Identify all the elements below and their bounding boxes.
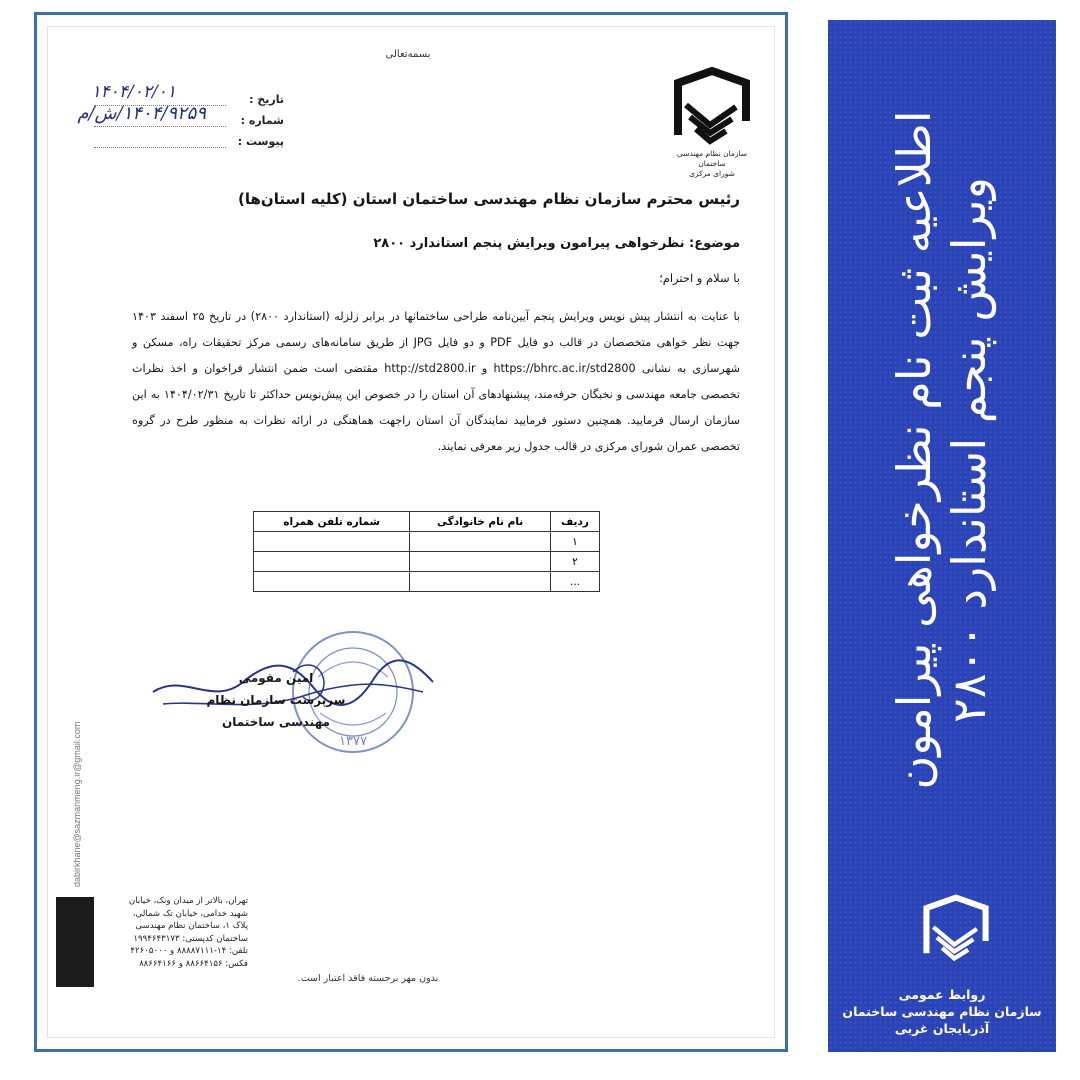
table-cell [410, 572, 551, 592]
org-logo [666, 65, 758, 179]
subject-line: موضوع: نظرخواهی پیرامون ویرایش پنجم استاندارد ۲۸۰۰ [373, 236, 740, 251]
caption-line: سازمان نظام مهندسی ساختمان [842, 1004, 1042, 1019]
table-cell [254, 532, 410, 552]
letter-meta-fields [77, 82, 284, 148]
body-text-part: و [481, 362, 488, 375]
bhrc-link[interactable]: https://bhrc.ac.ir/std2800 [493, 362, 636, 375]
body-pdf: PDF [490, 336, 513, 349]
number-label: شماره : [240, 114, 284, 127]
table-cell [254, 552, 410, 572]
panel-caption [828, 986, 1056, 1037]
recipient-heading: رئیس محترم سازمان نظام مهندسی ساختمان استان (کلیه استان‌ها) [238, 190, 740, 208]
caption-line: روابط عمومی [898, 987, 986, 1002]
body-jpg: JPG [413, 336, 433, 349]
bismillah: بسمه‌تعالی [385, 49, 431, 60]
email-text: dabirkhane@sazmanmeng.ir@gmail.com [72, 721, 82, 887]
seal-number: ۱۳۷۷ [339, 734, 367, 749]
number-value: ۱۴۰۴/۹۲۵۹/ش/م [77, 103, 206, 124]
body-text-part: و دو فایل [437, 336, 485, 349]
table-header: نام نام خانوادگی [410, 512, 551, 532]
table-cell-index: ... [551, 572, 600, 592]
email-vertical [72, 687, 92, 887]
body-text-part: از طریق سامانه‌های رسمی مرکز تحقیقات راه، مسکن و شهرسازی به نشانی [132, 336, 741, 375]
address-line: پلاک ۱، ساختمان نظام مهندسی [135, 921, 248, 932]
table-cell-index: ۱ [551, 532, 600, 552]
letter-paper [48, 27, 774, 1037]
representatives-table [253, 511, 600, 592]
std2800-link[interactable]: http://std2800.ir [384, 362, 476, 375]
announcement-panel [828, 20, 1056, 1052]
caption-line: آذربایجان غربی [894, 1021, 990, 1036]
letter-body [132, 304, 740, 460]
table-header: ردیف [551, 512, 600, 532]
address-line: ساختمان کدپستی: ۱۹۹۴۶۴۳۱۷۳ [133, 933, 248, 944]
table-cell [410, 532, 551, 552]
number-field [77, 103, 284, 127]
table-cell [254, 572, 410, 592]
attachment-label: پیوست : [237, 135, 284, 148]
table-cell [410, 552, 551, 572]
signer-block [196, 667, 356, 733]
table-header: شماره تلفن همراه [254, 512, 410, 532]
signer-title: سرپرست سازمان نظام مهندسی ساختمان [206, 693, 346, 729]
logo-text-line: سازمان نظام مهندسی ساختمان [676, 149, 748, 168]
date-label: تاریخ : [249, 93, 284, 106]
table-row [254, 552, 600, 572]
announcement-title: اطلاعیه ثبت نام نظرخواهی پیرامون ویرایش پنجم استاندارد ۲۸۰۰ [887, 110, 996, 790]
logo-text-line: شورای مرکزی [689, 169, 735, 178]
address-line: تلفن: ۱۴-۸۸۸۸۷۱۱۱ و ۴۲۶۰۵۰۰۰ [130, 946, 248, 957]
stamp-note: بدون مهر برجسته فاقد اعتبار است. [297, 973, 439, 984]
address-line: فکس: ۸۸۶۶۴۱۵۶ و ۸۸۶۶۴۱۶۶ [139, 958, 248, 969]
address-line: شهید خدامی، خیابان تک شمالی، [132, 908, 248, 919]
signer-name: امین مقومی [238, 671, 314, 685]
table-header-row [254, 512, 600, 532]
house-logo-icon [916, 890, 996, 966]
table-row [254, 532, 600, 552]
address-block [98, 895, 248, 971]
qr-code [56, 897, 94, 987]
greeting: با سلام و احترام؛ [659, 271, 740, 285]
house-logo-icon [666, 65, 758, 147]
body-text-part: با عنایت به انتشار پیش نویس ویرایش پنجم آیین‌نامه طراحی ساختمانها در برابر زلزله (استاندارد ۲۸۰۰) در تاریخ ۲۵ اسفند ۱۴۰۳ جهت نظر خواهی متخصصان در قالب دو فایل [132, 310, 741, 349]
date-value: ۱۴۰۴/۰۲/۰۱ [91, 82, 176, 102]
table-cell-index: ۲ [551, 552, 600, 572]
address-line: تهران، بالاتر از میدان ونک، خیابان [128, 896, 248, 906]
table-row [254, 572, 600, 592]
panel-logo [916, 890, 996, 970]
attachment-field [94, 127, 284, 148]
body-text-part: مقتضی است ضمن انتشار فراخوان و اخذ نظرات تخصصی جامعه مهندسی و نخبگان حرفه‌مند، پیشنهادهای آن استان را در خصوص این پیش‌نویس حداکثر تا تاریخ ۱۴۰۴/۰۲/۳۱ به این سازمان ارسال فرمایید. همچنین دستور فرمایید نمایندگان آن استان راجهت هماهنگی در ارائه نظرات به منظور طرح در گروه تخصصی عمران شورای مرکزی در قالب جدول زیر معرفی نمایند. [132, 362, 740, 453]
